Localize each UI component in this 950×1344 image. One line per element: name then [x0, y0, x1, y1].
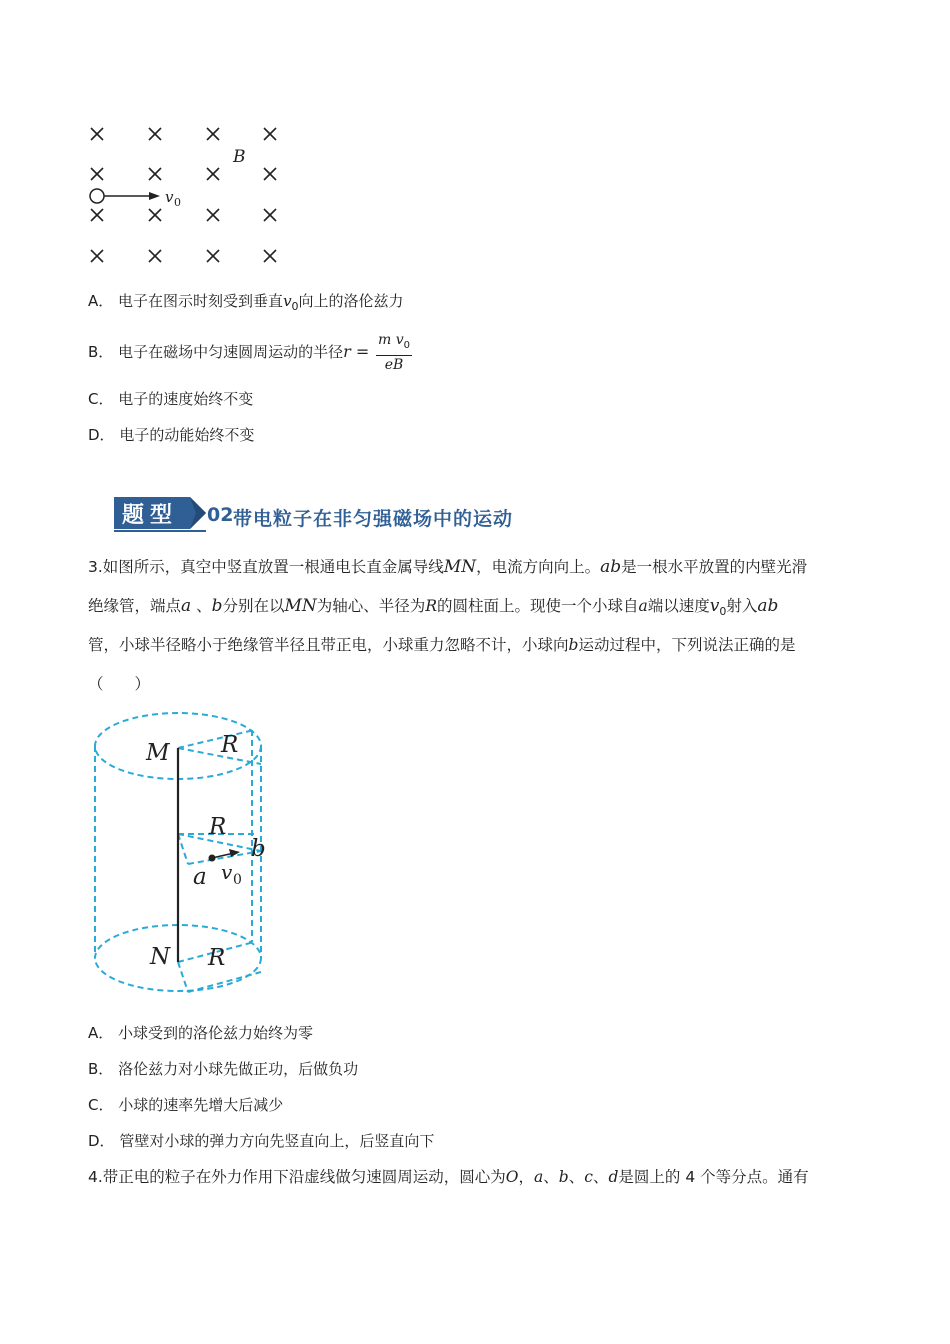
q3-answer-bracket: （ ）: [88, 675, 151, 693]
label-r-top: R: [221, 732, 239, 758]
option-text-after: 向上的洛伦兹力: [298, 292, 404, 310]
option-letter: C．: [88, 1096, 114, 1114]
q3-option-d[interactable]: [88, 1131, 434, 1151]
q2-option-b[interactable]: [88, 331, 412, 375]
field-cross-icon: [149, 250, 161, 262]
option-letter: D．: [88, 426, 115, 444]
label-r-bot: R: [208, 945, 226, 971]
option-text: 电子的速度始终不变: [118, 390, 254, 408]
fraction-numerator: m $v_0$: [376, 331, 412, 356]
q2-option-a[interactable]: [88, 291, 404, 317]
field-cross-icon: [91, 168, 103, 180]
option-text: 小球的速率先增大后减少: [118, 1096, 284, 1114]
q4-line-1: 4.带正电的粒子在外力作用下沿虚线做匀速圆周运动，圆心为O，a、b、c、d是圆上的 4 个等分点。通有: [88, 1168, 809, 1186]
label-v: v: [221, 860, 233, 884]
field-cross-icon: [264, 168, 276, 180]
q3-option-c[interactable]: [88, 1095, 283, 1115]
option-letter: B．: [88, 342, 114, 361]
option-text: 电子的动能始终不变: [119, 426, 255, 444]
velocity-sub: 0: [291, 300, 299, 313]
field-cross-icon: [264, 250, 276, 262]
field-cross-icon: [149, 168, 161, 180]
field-cross-icon: [149, 128, 161, 140]
label-m: M: [146, 740, 170, 766]
velocity-label: v: [165, 188, 174, 206]
field-cross-icon: [207, 168, 219, 180]
q2-option-d[interactable]: [88, 425, 254, 445]
velocity-subscript: 0: [174, 196, 181, 209]
q2-option-c[interactable]: [88, 389, 253, 409]
velocity-arrowhead: [149, 192, 160, 200]
section-header: [114, 494, 854, 534]
formula-lhs: r =: [343, 341, 370, 361]
radius-fraction: [376, 331, 412, 374]
field-cross-icon: [207, 209, 219, 221]
label-v-sub: 0: [233, 872, 242, 888]
option-text: 管壁对小球的弹力方向先竖直向上，后竖直向下: [119, 1132, 435, 1150]
option-letter: B．: [88, 1060, 114, 1078]
option-text: 电子在图示时刻受到垂直: [118, 292, 284, 310]
cylinder-diagram: [88, 706, 273, 1001]
option-letter: A．: [88, 1024, 114, 1042]
option-text: 洛伦兹力对小球先做正功，后做负功: [118, 1060, 359, 1078]
field-cross-icon: [207, 128, 219, 140]
label-b: b: [251, 836, 266, 862]
fraction-denominator: eB: [384, 356, 404, 373]
field-cross-icon: [149, 209, 161, 221]
section-underline: [114, 530, 206, 532]
q3-line-3: 管，小球半径略小于绝缘管半径且带正电，小球重力忽略不计，小球向b运动过程中，下列说法正确的是: [88, 636, 796, 654]
q3-line-2: 绝缘管，端点a 、b分别在以MN为轴心、半径为R的圆柱面上。现使一个小球自a端以速度$v_0$射入ab: [88, 596, 779, 619]
field-cross-icon: [91, 128, 103, 140]
section-number: 02: [207, 504, 234, 526]
field-label: B: [233, 147, 246, 167]
electron-circle: [90, 189, 104, 203]
q3-option-a[interactable]: [88, 1023, 313, 1043]
option-text: 电子在磁场中匀速圆周运动的半径: [118, 342, 344, 361]
field-cross-icon: [264, 128, 276, 140]
q3-option-b[interactable]: [88, 1059, 358, 1079]
option-letter: C．: [88, 390, 114, 408]
option-text: 小球受到的洛伦兹力始终为零: [118, 1024, 314, 1042]
label-n: N: [150, 944, 171, 970]
option-letter: A．: [88, 292, 114, 310]
section-title: 带电粒子在非匀强磁场中的运动: [233, 508, 514, 530]
section-badge-text: 题型: [122, 502, 179, 528]
field-cross-icon: [264, 209, 276, 221]
velocity-var: v: [283, 292, 292, 310]
field-cross-icon: [207, 250, 219, 262]
label-r-mid: R: [209, 814, 227, 840]
field-cross-icon: [91, 250, 103, 262]
label-a: a: [193, 864, 207, 890]
q3-line-1: 3.如图所示，真空中竖直放置一根通电长直金属导线MN，电流方向向上。ab是一根水平放置的内壁光滑: [88, 557, 808, 577]
field-cross-icon: [91, 209, 103, 221]
option-letter: D．: [88, 1132, 115, 1150]
magnetic-field-diagram: [80, 118, 300, 273]
